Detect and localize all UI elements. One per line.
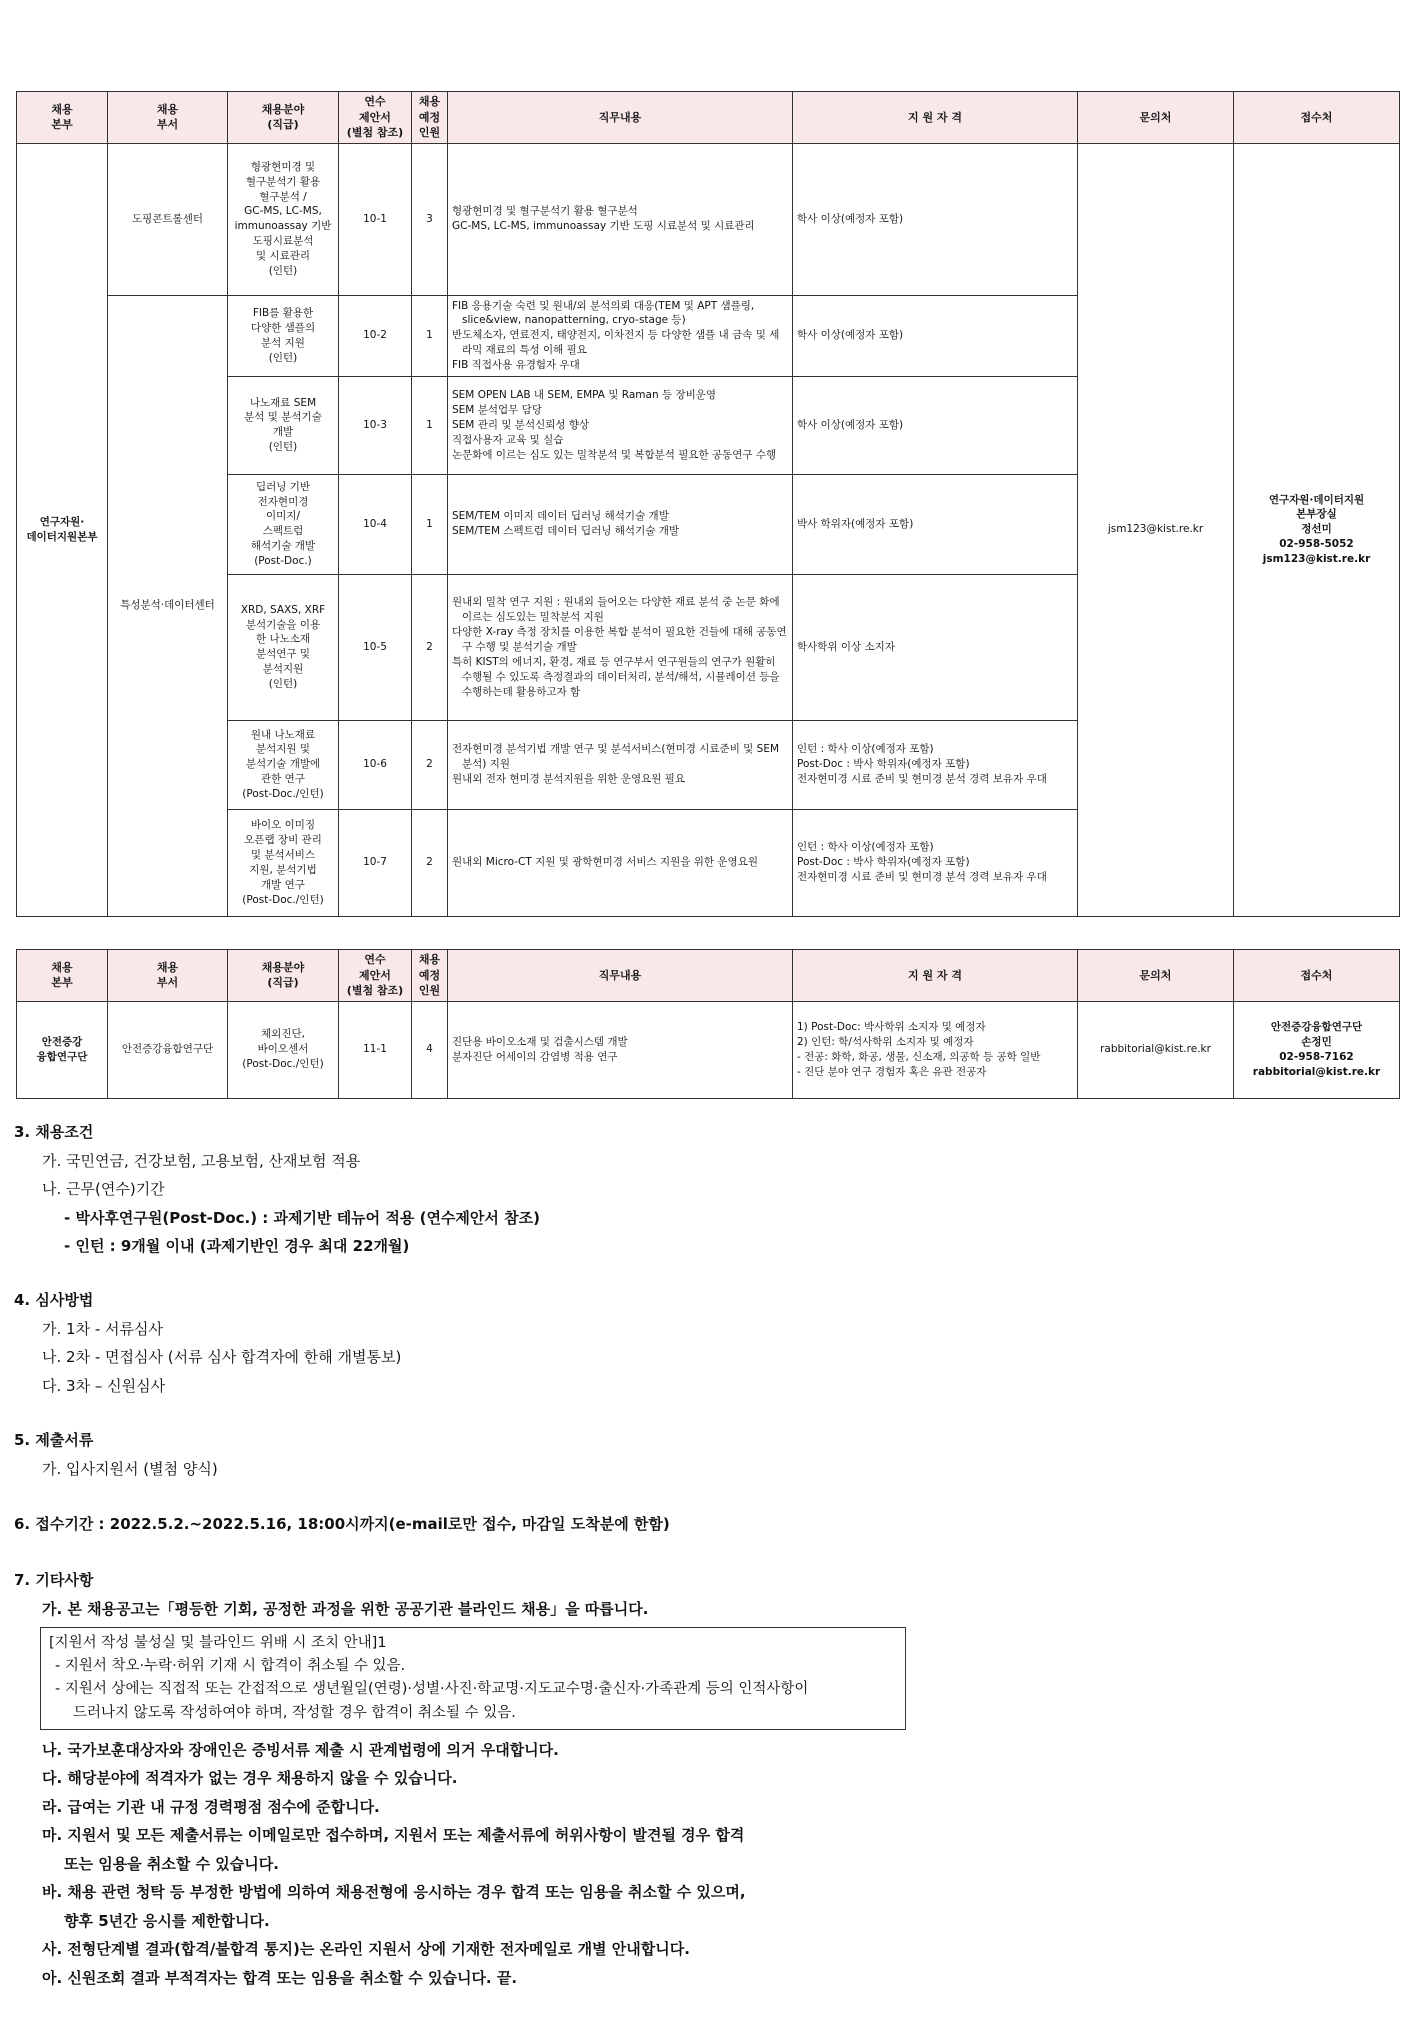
qualifications-cell [793, 1001, 1078, 1098]
header-proposal: 연수 제안서 (별첨 참조) [339, 950, 412, 1002]
proposal-code: 10-6 [339, 720, 412, 809]
list-item: 다. 3차 – 신원심사 [42, 1376, 166, 1395]
header-division: 채용 본부 [17, 92, 108, 144]
qual-item: Post-Doc : 박사 학위자(예정자 포함) [797, 856, 970, 869]
duty-item: 반도체소자, 연료전지, 태양전지, 이차전지 등 다양한 샘플 내 금속 및 세라믹 재료의 특성 이해 필요 [452, 329, 780, 357]
header-contact: 문의처 [1078, 92, 1234, 144]
duties-cell [448, 376, 793, 474]
list-item: 바. 채용 관련 청탁 등 부정한 방법에 의하여 채용전형에 응시하는 경우 합격 또는 임용을 취소할 수 있으며, [42, 1883, 746, 1902]
list-item: - 박사후연구원(Post-Doc.) : 과제기반 테뉴어 적용 (연수제안서 참조) [64, 1208, 540, 1227]
header-proposal: 연수 제안서 (별첨 참조) [339, 92, 412, 144]
header-qualifications: 지 원 자 격 [793, 950, 1078, 1002]
duty-item: 분자진단 어세이의 감염병 적용 연구 [452, 1050, 618, 1063]
qualifications-cell [793, 574, 1078, 720]
recruitment-table-research-support [16, 91, 1400, 917]
duty-item: 특히 KIST의 에너지, 환경, 재료 등 연구부서 연구원들의 연구가 원활히 수행될 수 있도록 측정결과의 데이터처리, 분석/해석, 시뮬레이션 등을 수행하는데 활용하고자 함 [452, 655, 780, 698]
proposal-code: 10-3 [339, 376, 412, 474]
duty-item: FIB 응용기술 숙련 및 원내/외 분석의뢰 대응(TEM 및 APT 샘플링, slice&view, nanopatterning, cryo-stage 등) [452, 299, 755, 327]
proposal-code: 11-1 [339, 1001, 412, 1098]
duties-cell [448, 574, 793, 720]
department-cell: 특성분석·데이터센터 [108, 295, 228, 916]
recruitment-table-safety [16, 949, 1400, 1099]
header-reception: 접수처 [1234, 92, 1400, 144]
duty-item: 형광현미경 및 혈구분석기 활용 혈구분석 [452, 205, 638, 218]
field-cell: 나노재료 SEM 분석 및 분석기술 개발 (인턴) [228, 376, 339, 474]
duty-item: 원내외 Micro-CT 지원 및 광학현미경 서비스 지원을 위한 운영요원 [452, 856, 758, 869]
qual-item: 전자현미경 시료 준비 및 현미경 분석 경력 보유자 우대 [797, 871, 1047, 884]
qualifications-cell [793, 143, 1078, 295]
section-documents [14, 1426, 1404, 1483]
notice-item: - 지원서 착오·누락·허위 기재 시 합격이 취소될 수 있음. [55, 1658, 406, 1675]
qual-item: 학사 이상(예정자 포함) [797, 418, 904, 431]
duty-item: SEM OPEN LAB 내 SEM, EMPA 및 Raman 등 장비운영 [452, 389, 717, 402]
qualifications-cell [793, 720, 1078, 809]
list-item: 나. 2차 - 면접심사 (서류 심사 합격자에 한해 개별통보) [42, 1348, 402, 1366]
qual-item: 학사 이상(예정자 포함) [797, 212, 904, 225]
headcount: 1 [412, 376, 448, 474]
list-item: 가. 입사지원서 (별첨 양식) [42, 1459, 218, 1478]
field-cell: 바이오 이미징 오픈랩 장비 관리 및 분석서비스 지원, 분석기법 개발 연구 (Post-Doc./인턴) [228, 809, 339, 916]
duty-item: 직접사용자 교육 및 실습 [452, 433, 564, 446]
reception-cell: 연구자원·데이터지원 본부장실 정선미 02-958-5052 jsm123@kist.re.kr [1234, 143, 1400, 916]
section-period [14, 1510, 1404, 1539]
list-item: 또는 임용을 취소할 수 있습니다. [64, 1854, 279, 1873]
header-contact: 문의처 [1078, 950, 1234, 1002]
qual-item: 인턴 : 학사 이상(예정자 포함) [797, 743, 934, 756]
header-division: 채용 본부 [17, 950, 108, 1002]
header-headcount: 채용 예정 인원 [412, 950, 448, 1002]
list-item: 나. 국가보훈대상자와 장애인은 증빙서류 제출 시 관계법령에 의거 우대합니다. [42, 1740, 559, 1759]
duty-item: 다양한 X-ray 측정 장치를 이용한 복합 분석이 필요한 건들에 대해 공동연구 수행 및 분석기술 개발 [452, 625, 787, 653]
duty-item: GC-MS, LC-MS, immunoassay 기반 도핑 시료분석 및 시료관리 [452, 220, 755, 233]
qual-item: 전자현미경 시료 준비 및 현미경 분석 경력 보유자 우대 [797, 773, 1047, 786]
duty-item: 원내외 밀착 연구 지원 : 원내외 들어오는 다양한 재료 분석 중 논문 화에 이르는 심도있는 밀착분석 지원 [452, 596, 780, 624]
list-item: 아. 신원조회 결과 부적격자는 합격 또는 임용을 취소할 수 있습니다. 끝. [42, 1968, 518, 1987]
qualifications-cell [793, 474, 1078, 574]
reception-cell: 안전증강융합연구단 손정민 02-958-7162 rabbitorial@kist.re.kr [1234, 1001, 1400, 1098]
proposal-code: 10-7 [339, 809, 412, 916]
duty-item: 진단용 바이오소재 및 검출시스템 개발 [452, 1035, 628, 1048]
qual-item: 인턴 : 학사 이상(예정자 포함) [797, 841, 934, 854]
notice-title: [지원서 작성 불성실 및 블라인드 위배 시 조치 안내]1 [49, 1635, 387, 1651]
duties-cell [448, 295, 793, 376]
list-item: 나. 근무(연수)기간 [42, 1180, 165, 1198]
headcount: 1 [412, 295, 448, 376]
field-cell: 형광현미경 및 혈구분석기 활용 혈구분석 / GC-MS, LC-MS, immunoassay 기반 도핑시료분석 및 시료관리 (인턴) [228, 143, 339, 295]
section-title: 3. 채용조건 [14, 1123, 94, 1141]
division-cell: 안전증강 융합연구단 [17, 1001, 108, 1098]
duty-item: SEM 분석업무 담당 [452, 403, 542, 416]
qual-item: - 전공: 화학, 화공, 생물, 신소재, 의공학 등 공학 일반 [797, 1050, 1041, 1063]
field-cell: 체외진단, 바이오센서 (Post-Doc./인턴) [228, 1001, 339, 1098]
list-item: 가. 국민연금, 건강보험, 고용보험, 산재보험 적용 [42, 1151, 361, 1170]
header-qualifications: 지 원 자 격 [793, 92, 1078, 144]
section-title: 5. 제출서류 [14, 1431, 94, 1449]
field-cell: FIB를 활용한 다양한 샘플의 분석 지원 (인턴) [228, 295, 339, 376]
duties-cell [448, 720, 793, 809]
header-field: 채용분야 (직급) [228, 92, 339, 144]
section-title: 7. 기타사항 [14, 1571, 94, 1589]
qual-item: - 진단 분야 연구 경험자 혹은 유관 전공자 [797, 1065, 987, 1078]
qual-item: 학사 이상(예정자 포함) [797, 329, 904, 342]
header-duties: 직무내용 [448, 92, 793, 144]
section-title: 6. 접수기간 : 2022.5.2.~2022.5.16, 18:00시까지(e-mail로만 접수, 마감일 도착분에 한함) [14, 1515, 670, 1533]
division-cell: 연구자원· 데이터지원본부 [17, 143, 108, 916]
qual-item: 2) 인턴: 학/석사학위 소지자 및 예정자 [797, 1035, 974, 1048]
qualifications-cell [793, 295, 1078, 376]
headcount: 2 [412, 809, 448, 916]
header-department: 채용 부서 [108, 92, 228, 144]
field-cell: 딥러닝 기반 전자현미경 이미지/ 스펙트럼 해석기술 개발 (Post-Doc.) [228, 474, 339, 574]
qual-item: 1) Post-Doc: 박사학위 소지자 및 예정자 [797, 1021, 986, 1034]
notice-item: - 지원서 상에는 직접적 또는 간접적으로 생년월일(연령)·성별·사진·학교명·지도교수명·출신자·가족관계 등의 인적사항이 [55, 1681, 809, 1698]
header-headcount: 채용 예정 인원 [412, 92, 448, 144]
section-conditions [14, 1118, 1404, 1261]
duty-item: 원내외 전자 현미경 분석지원을 위한 운영요원 필요 [452, 773, 686, 786]
qualifications-cell [793, 809, 1078, 916]
header-reception: 접수처 [1234, 950, 1400, 1002]
qual-item: 박사 학위자(예정자 포함) [797, 517, 914, 530]
duty-item: SEM/TEM 스펙트럼 데이터 딥러닝 해석기술 개발 [452, 525, 679, 538]
contact-cell: jsm123@kist.re.kr [1078, 143, 1234, 916]
department-cell: 도핑콘트롤센터 [108, 143, 228, 295]
proposal-code: 10-4 [339, 474, 412, 574]
headcount: 4 [412, 1001, 448, 1098]
qualifications-cell [793, 376, 1078, 474]
list-item: - 인턴 : 9개월 이내 (과제기반인 경우 최대 22개월) [64, 1237, 410, 1255]
proposal-code: 10-1 [339, 143, 412, 295]
duty-item: FIB 직접사용 유경험자 우대 [452, 359, 580, 372]
proposal-code: 10-2 [339, 295, 412, 376]
department-cell: 안전증강융합연구단 [108, 1001, 228, 1098]
list-item: 가. 본 채용공고는「평등한 기회, 공정한 과정을 위한 공공기관 블라인드 채용」을 따릅니다. [42, 1599, 649, 1618]
section-etc [14, 1566, 1404, 1992]
duties-cell [448, 1001, 793, 1098]
header-field: 채용분야 (직급) [228, 950, 339, 1002]
duties-cell [448, 143, 793, 295]
qual-item: Post-Doc : 박사 학위자(예정자 포함) [797, 758, 970, 771]
duties-cell [448, 809, 793, 916]
headcount: 1 [412, 474, 448, 574]
headcount: 2 [412, 574, 448, 720]
duty-item: 전자현미경 분석기법 개발 연구 및 분석서비스(현미경 시료준비 및 SEM 분석) 지원 [452, 743, 780, 771]
header-department: 채용 부서 [108, 950, 228, 1002]
section-screening [14, 1286, 1404, 1400]
list-item: 사. 전형단계별 결과(합격/불합격 통지)는 온라인 지원서 상에 기재한 전자메일로 개별 안내합니다. [42, 1940, 690, 1959]
section-title: 4. 심사방법 [14, 1291, 94, 1309]
qual-item: 학사학위 이상 소지자 [797, 640, 895, 653]
list-item: 다. 해당분야에 적격자가 없는 경우 채용하지 않을 수 있습니다. [42, 1769, 458, 1788]
duty-item: SEM 관리 및 분석신뢰성 향상 [452, 418, 590, 431]
proposal-code: 10-5 [339, 574, 412, 720]
list-item: 마. 지원서 및 모든 제출서류는 이메일로만 접수하며, 지원서 또는 제출서류에 허위사항이 발견될 경우 합격 [42, 1826, 745, 1845]
contact-cell: rabbitorial@kist.re.kr [1078, 1001, 1234, 1098]
notice-box [40, 1627, 906, 1730]
header-duties: 직무내용 [448, 950, 793, 1002]
table-row [17, 143, 1400, 295]
duty-item: SEM/TEM 이미지 데이터 딥러닝 해석기술 개발 [452, 510, 669, 523]
list-item: 가. 1차 - 서류심사 [42, 1319, 163, 1338]
list-item: 라. 급여는 기관 내 규정 경력평점 점수에 준합니다. [42, 1797, 380, 1816]
headcount: 3 [412, 143, 448, 295]
list-item: 향후 5년간 응시를 제한합니다. [64, 1911, 270, 1930]
headcount: 2 [412, 720, 448, 809]
field-cell: 원내 나노재료 분석지원 및 분석기술 개발에 관한 연구 (Post-Doc./인턴) [228, 720, 339, 809]
field-cell: XRD, SAXS, XRF 분석기술을 이용 한 나노소재 분석연구 및 분석지원 (인턴) [228, 574, 339, 720]
notice-item: 드러나지 않도록 작성하여야 하며, 작성할 경우 합격이 취소될 수 있음. [73, 1704, 516, 1721]
duties-cell [448, 474, 793, 574]
table-row [17, 1001, 1400, 1098]
duty-item: 논문화에 이르는 심도 있는 밀착분석 및 복합분석 필요한 공동연구 수행 [452, 448, 777, 461]
